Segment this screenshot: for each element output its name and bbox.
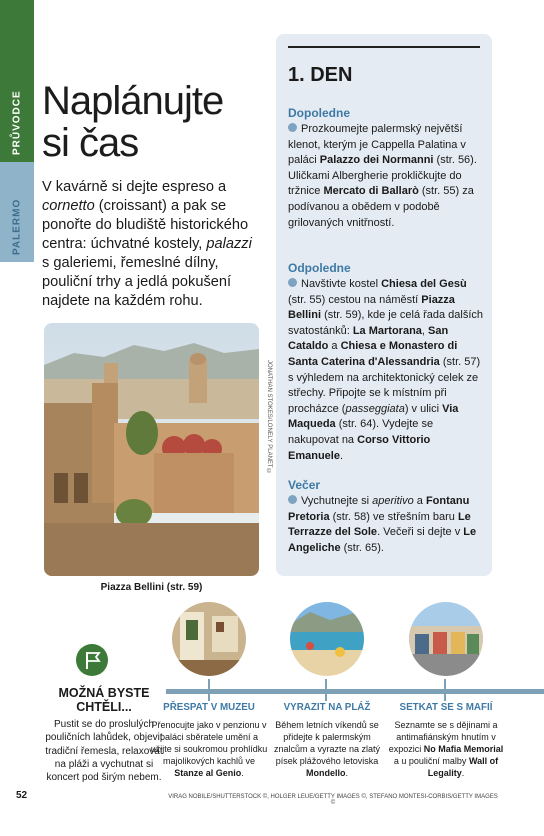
text-run: ) v ulici [404, 402, 443, 415]
photo-credit: JONATHAN STOKES/LONELY PLANET © [266, 360, 272, 476]
place-name: La Martorana [352, 324, 422, 337]
intro-text: s galeriemi, řemeslné dílny, pouliční trhy a jedlá pokušení najdete na každém rohu. [42, 255, 232, 309]
flag-badge [76, 644, 108, 676]
day-title: 1. DEN [288, 64, 353, 86]
afternoon-block [288, 261, 484, 464]
text-run: (str. 64). Vydejte se nakupovat na [288, 418, 434, 446]
page-title-line-1: Naplánujte [42, 79, 224, 123]
bullet-dot-icon [288, 123, 297, 132]
morning-text [288, 122, 484, 231]
maybe-heading: MOŽNÁ BYSTE CHTĚLI... [58, 686, 150, 714]
morning-block [288, 106, 484, 231]
beach-photo [290, 602, 364, 676]
column-beach [268, 702, 386, 779]
timeline-tick [325, 679, 327, 701]
place-name: Stanze al Genio [174, 768, 242, 778]
evening-block [288, 478, 484, 556]
column-mafia [387, 702, 505, 779]
text-run: . Večeři si dejte v [377, 526, 464, 539]
text-run: . [241, 768, 244, 778]
place-name: Le Angeliche [288, 526, 477, 554]
text-run: a [413, 495, 426, 507]
place-name: Mondello [305, 768, 346, 778]
intro-text: V kavárně si dejte espreso a [42, 179, 227, 195]
panel-rule [288, 46, 480, 48]
intro-text: (croissant) a pak se ponořte do bludiště historického centra: úchvatné kostely, [42, 198, 249, 252]
text-run: (str. 65). [340, 541, 384, 554]
place-name: Via Maqueda [288, 402, 459, 431]
page-number: 52 [16, 790, 28, 801]
column-text [268, 719, 386, 779]
place-name: Chiesa del Gesù [381, 278, 467, 290]
place-name: Palazzo dei Normanni [319, 154, 434, 167]
text-run: (str. 56). Uličkami Albergherie prokličkujte do tržnice [288, 154, 477, 198]
italic-term: aperitivo [372, 495, 414, 507]
text-run: (str. 55) cestou na náměstí [288, 293, 422, 306]
intro-italic: palazzi [206, 236, 252, 252]
text-run: Vychutnejte si [301, 495, 373, 507]
place-name: Le Terrazze del Sole [288, 510, 471, 539]
text-run: , [421, 324, 429, 337]
evening-heading: Večer [288, 478, 321, 492]
mural-photo [409, 602, 483, 676]
text-run: (str. 55) za podívanou a obědem v podobě grilovaných vnitřností. [288, 185, 474, 229]
place-name: Fontanu Pretoria [288, 495, 470, 523]
column-heading: PŘESPAT V MUZEU [163, 702, 255, 713]
maybe-text: Pustit se do proslulých pouličních lahůdek, objevit tradiční řemesla, relaxovat na pláži a vychutnat si koncert pod širým nebem. [45, 719, 163, 784]
photo-caption: Piazza Bellini (str. 59) [100, 582, 203, 593]
page-title-line-2: si čas [42, 121, 139, 165]
photo-credits: VIRAG NOBILE/SHUTTERSTOCK ©, HOLGER LEUE/GETTY IMAGES ©, STEFANO MONTESI-CORBIS/GETTY IMAGES © [168, 794, 498, 806]
text-run: a u pouliční malby [393, 756, 469, 766]
place-name: Piazza Bellini [288, 293, 455, 322]
text-run: Přenocujte jako v penzionu v paláci sběratele umění a užijte si soukromou prohlídku majolikových kachlů ve [150, 720, 268, 766]
text-run: (str. 59), kde je celá řada dalších svatostánků: [288, 309, 484, 337]
piazza-bellini-photo [44, 323, 259, 576]
text-run: a [328, 340, 341, 353]
text-run: . [461, 768, 465, 778]
column-heading: SETKAT SE S MAFIÍ [399, 702, 493, 713]
column-text [387, 719, 505, 779]
timeline-tick [444, 679, 446, 701]
afternoon-heading: Odpoledne [288, 261, 351, 275]
column-text [150, 719, 268, 779]
place-name: Chiesa e Monastero di Santa Caterina d'Alessandria [288, 340, 458, 368]
sidebar-city-label: PALERMO [11, 198, 23, 256]
morning-heading: Dopoledne [288, 106, 350, 120]
afternoon-text [288, 277, 484, 464]
place-name: San Cataldo [288, 324, 449, 353]
text-run: Navštivte kostel [301, 278, 382, 290]
place-name: Corso Vittorio Emanuele [288, 433, 431, 462]
intro-paragraph [42, 178, 262, 311]
evening-text [288, 494, 484, 556]
timeline-bar [166, 689, 544, 694]
text-run: Během letních víkendů se přidejte k palermským znalcům a vyrazte na zlatý písek plážového letoviska [273, 720, 381, 766]
text-run: Seznamte se s dějinami a antimafiánským hnutím v expozici [388, 720, 498, 754]
museum-photo [172, 602, 246, 676]
flag-icon [76, 644, 108, 676]
bullet-dot-icon [288, 495, 297, 504]
page-title [42, 80, 223, 164]
place-name: Wall of Legality [427, 756, 499, 778]
text-run: . [339, 449, 344, 462]
text-run: (str. 58) ve střešním baru [329, 510, 458, 523]
italic-term: passeggiata [345, 402, 405, 415]
intro-italic: cornetto [42, 198, 95, 214]
bullet-dot-icon [288, 278, 297, 287]
text-run: (str. 57) s výhledem na architektonický celek ze střechy. Připojte se k místním při procházce ( [288, 355, 481, 415]
timeline-tick [208, 679, 210, 701]
column-museum [150, 702, 268, 779]
place-name: No Mafia Memorial [423, 744, 504, 754]
place-name: Mercato di Ballarò [323, 185, 419, 198]
text-run: . [345, 768, 348, 778]
text-run: Prozkoumejte palermský největší klenot, kterým je Cappella Palatina v paláci [288, 123, 466, 167]
column-heading: VYRAZIT NA PLÁŽ [283, 702, 371, 713]
sidebar-section-label: PRŮVODCE [11, 90, 23, 156]
